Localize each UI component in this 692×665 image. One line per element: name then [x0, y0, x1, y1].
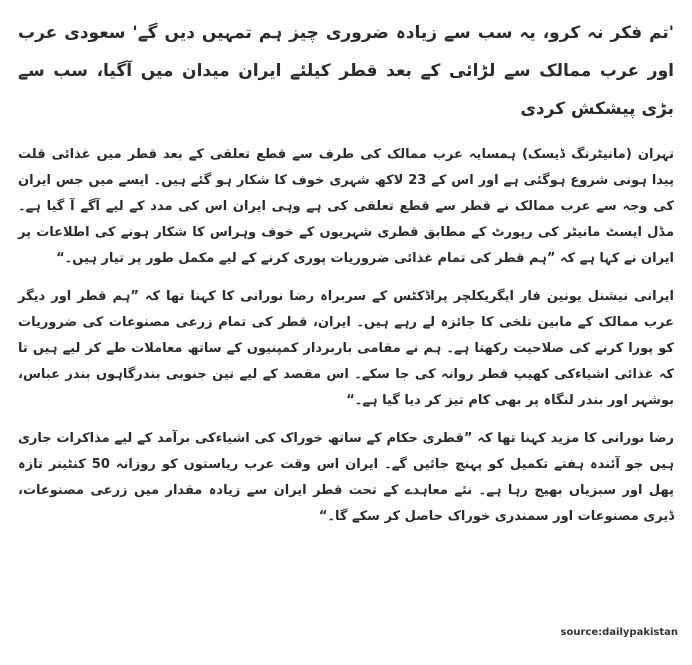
article-headline: 'تم فکر نہ کرو، یہ سب سے زیادہ ضروری چیز ہم تمہیں دیں گے' سعودی عرب اور عرب ممالک سے لڑائی کے بعد قطر کیلئے ایران میدان میں آگیا، سب سے بڑی پیشکش کردی [18, 23, 674, 119]
article-paragraph: تہران (مانیٹرنگ ڈیسک) ہمسایہ عرب ممالک کی طرف سے قطع تعلقی کے بعد قطر میں غذائی قلت پیدا ہونی شروع ہوگئی ہے اور اس کے 23 لاکھ شہری خوف کا شکار ہو گئے ہیں۔ ایسے میں جس ایران کی وجہ سے عرب ممالک نے قطر سے قطع تعلقی کی ہے وہی ایران اس کی مدد کے لیے آگے آ گیا ہے۔ مڈل ایسٹ مانیٹر کی رپورٹ کے مطابق قطری شہریوں کے خوف وہراس کا شکار ہونے کی اطلاعات پر ایران نے کہا ہے کہ ”ہم قطر کی تمام غذائی ضروریات پوری کرنے کے لیے مکمل طور پر تیار ہیں۔“ [18, 147, 674, 266]
news-article [18, 14, 674, 542]
article-paragraph: رضا نورانی کا مزید کہنا تھا کہ ”قطری حکام کے ساتھ خوراک کی اشیاءکی برآمد کے لیے مذاکرات جاری ہیں جو آئندہ ہفتے تکمیل کو پہنچ جائیں گے۔ ایران اس وقت عرب ریاستوں کو روزانہ 50 کنٹینر تازہ پھل اور سبزیاں بھیج رہا ہے۔ نئے معاہدے کے تحت قطر ایران سے زیادہ مقدار میں زرعی مصنوعات، ڈیری مصنوعات اور سمندری خوراک حاصل کر سکے گا۔“ [18, 431, 674, 524]
source-credit: source:dailypakistan [560, 627, 678, 638]
article-paragraph: ایرانی نیشنل یونین فار ایگریکلچر پراڈکٹس کے سربراہ رضا نورانی کا کہنا تھا کہ ”ہم قطر اور دیگر عرب ممالک کے مابین تلخی کا جائزہ لے رہے ہیں۔ ایران، قطر کی تمام زرعی مصنوعات کی ضروریات کو پورا کرنے کی صلاحیت رکھتا ہے۔ ہم نے مقامی باربردار کمپنیوں کے ساتھ معاملات طے کر لیے ہیں تا کہ غذائی اشیاءکی کھیپ قطر روانہ کی جا سکے۔ اس مقصد کے لیے تین جنوبی بندرگاہوں بندر عباس، بوشہر اور بندر لنگاہ پر بھی کام تیز کر دیا گیا ہے۔“ [18, 289, 674, 408]
